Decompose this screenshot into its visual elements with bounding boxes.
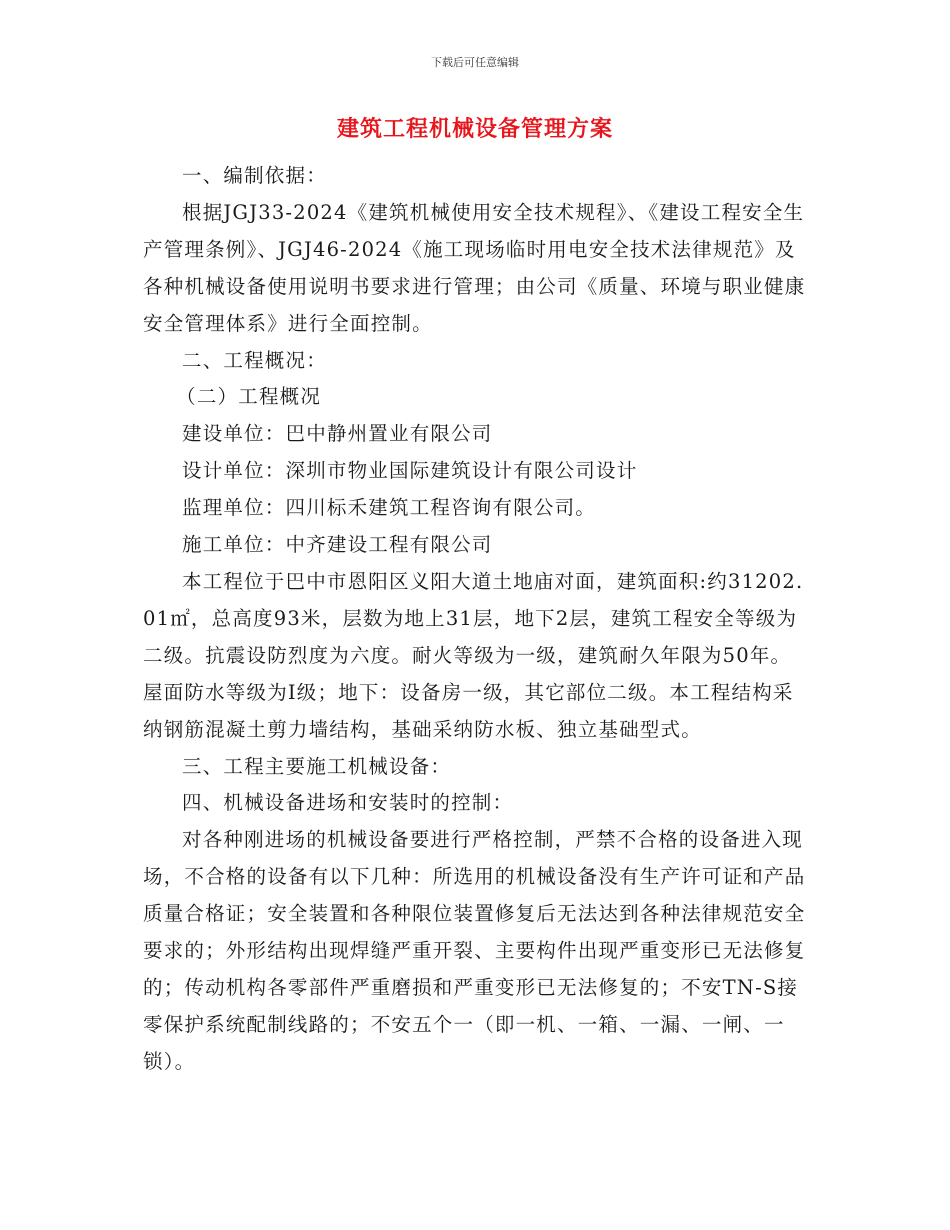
- paragraph-control: 对各种刚进场的机械设备要进行严格控制，严禁不合格的设备进入现场，不合格的设备有以下几种：所选用的机械设备没有生产许可证和产品质量合格证；安全装置和各种限位装置修复后无法达到各种法律规范安全要求的；外形结构出现焊缝严重开裂、主要构件出现严重变形已无法修复的；传动机构各零部件严重磨损和严重变形已无法修复的；不安TN-S接零保护系统配制线路的；不安五个一（即一机、一箱、一漏、一闸、一锁）。: [143, 828, 806, 1073]
- section-heading-equipment: 三、工程主要施工机械设备：: [182, 754, 452, 778]
- header-note: 下载后可任意编辑: [431, 56, 519, 69]
- paragraph-contractor: 施工单位：中齐建设工程有限公司: [182, 533, 493, 557]
- document-title: 建筑工程机械设备管理方案: [336, 117, 613, 142]
- subsection-heading-overview: （二）工程概况: [176, 385, 322, 409]
- section-heading-overview: 二、工程概况：: [182, 348, 327, 372]
- section-heading-control: 四、机械设备进场和安装时的控制：: [182, 791, 514, 815]
- paragraph-owner: 建设单位：巴中静州置业有限公司: [182, 422, 493, 446]
- paragraph-basis: 根据JGJ33-2024《建筑机械使用安全技术规程》、《建设工程安全生产管理条例》、JGJ46-2024《施工现场临时用电安全技术法律规范》及各种机械设备使用说明书要求进行管理；由公司《质量、环境与职业健康安全管理体系》进行全面控制。: [143, 200, 806, 335]
- paragraph-supervisor: 监理单位：四川标禾建筑工程咨询有限公司。: [182, 496, 597, 520]
- paragraph-designer: 设计单位：深圳市物业国际建筑设计有限公司设计: [182, 459, 638, 483]
- section-heading-basis: 一、编制依据：: [182, 164, 327, 187]
- document-body: [143, 158, 811, 1081]
- paragraph-project-description: 本工程位于巴中市恩阳区义阳大道土地庙对面，建筑面积:约31202.01㎡，总高度93米，层数为地上31层，地下2层，建筑工程安全等级为二级。抗震设防烈度为六度。耐火等级为一级，建筑耐久年限为50年。屋面防水等级为Ⅰ级；地下：设备房一级，其它部位二级。本工程结构采纳钢筋混凝土剪力墙结构，基础采纳防水板、独立基础型式。: [143, 569, 804, 741]
